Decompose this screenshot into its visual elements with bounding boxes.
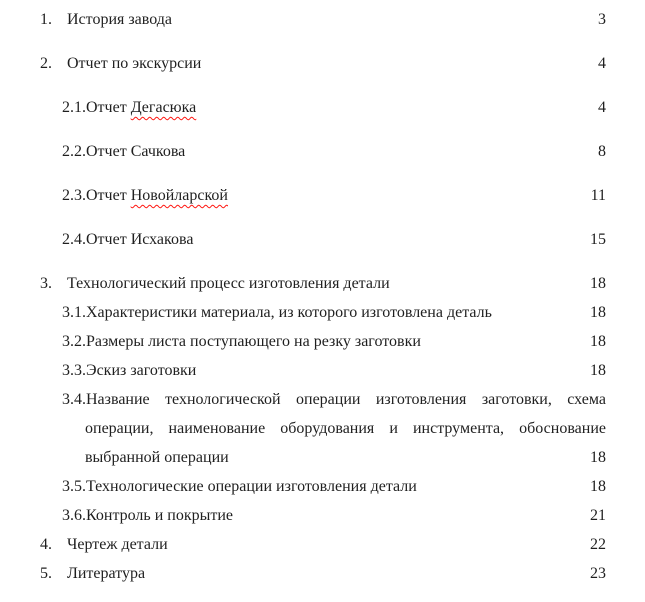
toc-entry[interactable]	[62, 356, 606, 385]
toc-entry-label: Отчет Исхакова	[86, 231, 194, 248]
toc-entry-label: Литература	[67, 565, 146, 582]
toc-entry-number: 2.4.	[62, 231, 86, 248]
toc-entry-label: Технологические операции изготовления детали	[86, 478, 417, 495]
toc-entry-number: 1.	[40, 11, 52, 28]
toc-entry-misspelled-word: Дегасюка	[130, 99, 197, 116]
toc-entry-number: 2.	[40, 55, 52, 72]
toc-entry[interactable]	[40, 54, 606, 73]
toc-entry[interactable]	[62, 385, 606, 472]
toc-entry-number: 3.3.	[62, 362, 86, 379]
toc-entry-number: 3.2.	[62, 333, 86, 350]
toc-entry[interactable]	[40, 530, 606, 559]
toc-entry-page-number: 4	[598, 99, 606, 116]
toc-entry[interactable]	[40, 559, 606, 588]
toc-entry-page-number: 18	[590, 362, 606, 379]
toc-entry-page-number: 3	[598, 11, 606, 28]
toc-entry-label: Отчет	[86, 187, 131, 204]
toc-entry-page-number: 8	[598, 143, 606, 160]
toc-entry[interactable]	[62, 327, 606, 356]
toc-entry[interactable]	[62, 298, 606, 327]
toc-entry-number: 5.	[40, 565, 52, 582]
toc-entry-page-number: 11	[590, 187, 606, 204]
toc-entry-label: Отчет	[86, 99, 131, 116]
toc-entry-label: История завода	[67, 11, 173, 28]
toc-entry-page-number: 18	[590, 478, 606, 495]
toc-entry-label: Чертеж детали	[67, 536, 168, 553]
toc-entry-page-number: 18	[590, 304, 606, 321]
toc-entry[interactable]	[40, 269, 606, 298]
toc-entry[interactable]	[62, 230, 606, 249]
toc-entry-page-number: 23	[590, 565, 606, 582]
toc-entry[interactable]	[62, 501, 606, 530]
toc-entry-label: Эскиз заготовки	[86, 362, 197, 379]
toc-entry[interactable]	[62, 186, 606, 205]
toc-entry-label: Контроль и покрытие	[86, 507, 233, 524]
toc-entry-page-number: 15	[590, 231, 606, 248]
toc-entry-page-number: 4	[598, 55, 606, 72]
toc-entry-number: 3.6.	[62, 507, 86, 524]
toc-entry-page-number: 18	[590, 275, 606, 292]
toc-entry-number: 3.5.	[62, 478, 86, 495]
toc-entry-label: Размеры листа поступающего на резку заготовки	[86, 333, 421, 350]
toc-entry-label: Название технологической операции изготовления заготовки, схема операции, наименование оборудования и инструмента, обоснование выбранной операции	[85, 391, 606, 466]
toc-entry-label: Технологический процесс изготовления детали	[67, 275, 390, 292]
toc-entry-number: 2.1.	[62, 99, 86, 116]
toc-entry-label: Отчет Сачкова	[86, 143, 186, 160]
toc-entry-misspelled-word: Новойларской	[130, 187, 228, 204]
toc-entry-number: 3.4.	[62, 391, 86, 408]
toc-entry-number: 2.3.	[62, 187, 86, 204]
toc-entry-number: 3.	[40, 275, 52, 292]
toc-entry-page-number: 21	[590, 507, 606, 524]
toc-entry-page-number: 18	[590, 449, 606, 466]
toc-entry-number: 4.	[40, 536, 52, 553]
toc-entry-label: Отчет по экскурсии	[67, 55, 202, 72]
toc-entry-number: 3.1.	[62, 304, 86, 321]
toc-entry[interactable]	[62, 472, 606, 501]
toc-entry-page-number: 18	[590, 333, 606, 350]
toc-entry[interactable]	[62, 142, 606, 161]
toc-entry-label: Характеристики материала, из которого изготовлена деталь	[86, 304, 492, 321]
toc-entry[interactable]	[62, 98, 606, 117]
toc-entry-page-number: 22	[590, 536, 606, 553]
toc-entry-number: 2.2.	[62, 143, 86, 160]
toc-entry[interactable]	[40, 10, 606, 29]
